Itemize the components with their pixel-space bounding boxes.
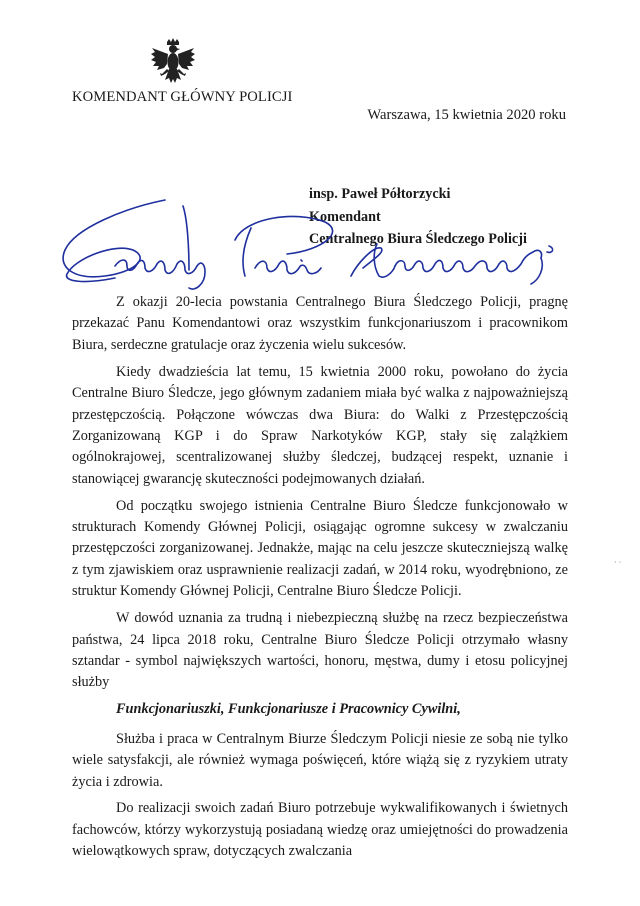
salutation: Funkcjonariuszki, Funkcjonariusze i Pracownicy Cywilni, <box>116 701 461 718</box>
handwritten-greeting <box>55 188 575 298</box>
recipient-unit: Centralnego Biura Śledczego Policji <box>309 231 527 247</box>
polish-eagle-emblem <box>150 38 196 86</box>
recipient-name: insp. Paweł Półtorzycki <box>309 186 451 202</box>
recipient-title: Komendant <box>309 208 381 225</box>
date-line: Warszawa, 15 kwietnia 2020 roku <box>367 107 566 123</box>
organization-name: KOMENDANT GŁÓWNY POLICJI <box>72 89 293 105</box>
paragraph: Do realizacji swoich zadań Biuro potrzebuje wykwalifikowanych i świetnych fachowców, którzy wykorzystują posiadaną wiedzę oraz umiejętności do prowadzenia wielowątkowych spraw, dotyczących zwalczania <box>72 800 568 860</box>
paragraph: Służba i praca w Centralnym Biurze Śledczym Policji niesie ze sobą nie tylko wiele satysfakcji, ale również wymaga poświęceń, które wiążą się z ryzykiem utraty życia i zdrowia. <box>72 730 568 790</box>
letter-body <box>72 292 568 868</box>
paragraph: Od początku swojego istnienia Centralne Biuro Śledcze funkcjonowało w strukturach Komendy Głównej Policji, osiągając ogromne sukcesy w zwalczaniu przestępczości zorganizowanej. Jednakże, mając na celu jeszcze skuteczniejszą walkę z tym zjawiskiem oraz usprawnienie realizacji zadań, w 2014 roku, wyodrębniono, ze struktur Komendy Głównej Policji, Centralne Biuro Śledcze Policji. <box>72 497 568 600</box>
paragraph: Kiedy dwadzieścia lat temu, 15 kwietnia 2000 roku, powołano do życia Centralne Biuro Śledcze, jego głównym zadaniem miała być walka z najpoważniejszą przestępczością. Połączone wówczas dwa Biura: do Walki z Przestępczością Zorganizowaną KGP i do Spraw Narkotyków KGP, stały się zalążkiem ogólnokrajowej, scentralizowanej służby śledczej, budzącej respekt, uznanie i stanowiącej gwarancję skuteczności podejmowanych działań. <box>72 363 568 487</box>
margin-mark: · · <box>614 558 622 567</box>
paragraph: Z okazji 20-lecia powstania Centralnego Biura Śledczego Policji, pragnę przekazać Panu Komendantowi oraz wszystkim funkcjonariuszom i pracownikom Biura, serdeczne gratulacje oraz życzenia wielu sukcesów. <box>72 294 568 353</box>
paragraph: W dowód uznania za trudną i niebezpieczną służbę na rzecz bezpieczeństwa państwa, 24 lipca 2018 roku, Centralne Biuro Śledcze Policji otrzymało własny sztandar - symbol największych wartości, honoru, męstwa, dumy i etosu policyjnej służby <box>72 610 568 691</box>
